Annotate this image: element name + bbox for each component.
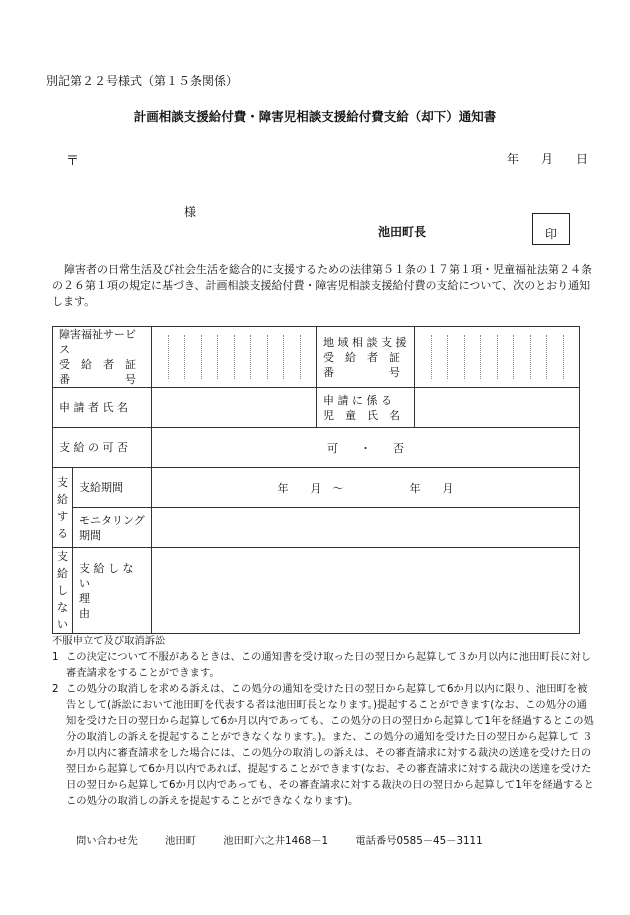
applicant-name-field[interactable] — [152, 388, 317, 428]
list-item — [52, 681, 597, 809]
applicant-name-label: 申 請 者 氏 名 — [53, 388, 152, 428]
label-line: 理 由 — [79, 591, 145, 620]
monitoring-label — [73, 508, 152, 548]
cert-number-label — [53, 327, 152, 388]
document-title: 計画相談支援給付費・障害児相談支援給付費支給（却下）通知書 — [133, 109, 497, 124]
label-line: モニタリング — [79, 513, 145, 527]
list-item — [52, 649, 597, 681]
contact-line — [76, 832, 507, 847]
digit-boxes — [415, 335, 579, 379]
approval-value[interactable]: 可 ・ 否 — [152, 428, 580, 468]
digit-boxes — [152, 335, 316, 379]
contact-label: 問い合わせ先 — [76, 835, 138, 847]
form-number: 別記第２２号様式（第１５条関係） — [46, 74, 239, 88]
label-line: 申 請 に 係 る — [323, 393, 392, 407]
item-number: 2 — [52, 683, 59, 695]
table-row — [53, 468, 580, 508]
label-line: 支 給 し な い — [79, 561, 134, 590]
contact-phone: 電話番号0585－45－3111 — [355, 835, 483, 847]
area-cert-number-label — [317, 327, 415, 388]
label-line: 番 号 — [59, 373, 136, 386]
benefit-form-table — [52, 326, 580, 634]
date-year: 年 — [507, 152, 520, 166]
child-name-field[interactable] — [415, 388, 580, 428]
appeal-notice — [52, 633, 597, 809]
item-text: この決定について不服があるときは、この通知書を受け取った日の翌日から起算して３か月以内に池田町長に対し審査請求をすることができます。 — [66, 651, 591, 679]
nopay-group-label: 支給しない — [53, 548, 73, 634]
intro-paragraph: 障害者の日常生活及び社会生活を総合的に支援するための法律第５１条の１７第１項・児童福祉法第２４条の２６第１項の規定に基づき、計画相談支援給付費・障害児相談支援給付費の支給について、次のとおり通知します。 — [52, 263, 592, 308]
label-line: 番 号 — [323, 365, 400, 379]
label-line: 障害福祉サービス — [59, 328, 136, 356]
table-row — [53, 388, 580, 428]
addressee-suffix: 様 — [184, 205, 197, 219]
date-day: 日 — [576, 152, 589, 166]
date-month: 月 — [541, 152, 554, 166]
child-name-label — [317, 388, 415, 428]
seal-box — [532, 213, 570, 245]
issuer-name: 池田町長 — [378, 225, 427, 239]
notice-heading: 不服申立て及び取消訴訟 — [52, 635, 166, 647]
period-label: 支給期間 — [73, 468, 152, 508]
label-line: 児 童 氏 名 — [323, 408, 400, 422]
reason-label — [73, 548, 152, 634]
cert-number-field[interactable] — [152, 327, 317, 388]
period-value[interactable]: 年 月 ～ 年 月 — [152, 468, 580, 508]
table-row — [53, 548, 580, 634]
reason-field[interactable] — [152, 548, 580, 634]
pay-group-label: 支給する — [53, 468, 73, 548]
postal-mark: 〒 — [66, 154, 80, 169]
item-text: この処分の取消しを求める訴えは、この処分の通知を受けた日の翌日から起算して6か月以内に限り、池田町を被告として(訴訟において池田町を代表する者は池田町長となります。)提起することができます(なお、この処分の通知を受けた日の翌日から起算して6か月以内であっても、この処分の日の翌日から起算して1年を経過するとこの処分の取消しの訴えを提起することができなくなります。)。また、この処分の通知を受けた日の翌日から起算して ３ か月以内に審査請求をした場合には、この処分の取消しの訴えは、その審査請求に対する裁決の送達を受けた日の翌日から起算して6か月以内であれば、提起することができます(なお、その審査請求に対する裁決の送達を受けた日の翌日から起算して6か月以内であっても、その審査請求に対する裁決の日の翌日から起算して1年を経過するとこの処分の取消しの訴えを提起することができなくなります)。 — [66, 683, 594, 807]
item-number: 1 — [52, 651, 59, 663]
contact-address: 池田町六之井1468－1 — [223, 835, 329, 847]
table-row — [53, 327, 580, 388]
monitoring-field[interactable] — [152, 508, 580, 548]
seal-label: 印 — [544, 227, 557, 241]
approval-label: 支 給 の 可 否 — [53, 428, 152, 468]
label-line: 地 域 相 談 支 援 — [323, 335, 407, 349]
table-row — [53, 508, 580, 548]
label-line: 受 給 者 証 — [59, 358, 136, 371]
label-line: 受 給 者 証 — [323, 350, 400, 364]
label-line: 期間 — [79, 528, 101, 542]
area-cert-number-field[interactable] — [415, 327, 580, 388]
table-row — [53, 428, 580, 468]
contact-org: 池田町 — [165, 835, 196, 847]
